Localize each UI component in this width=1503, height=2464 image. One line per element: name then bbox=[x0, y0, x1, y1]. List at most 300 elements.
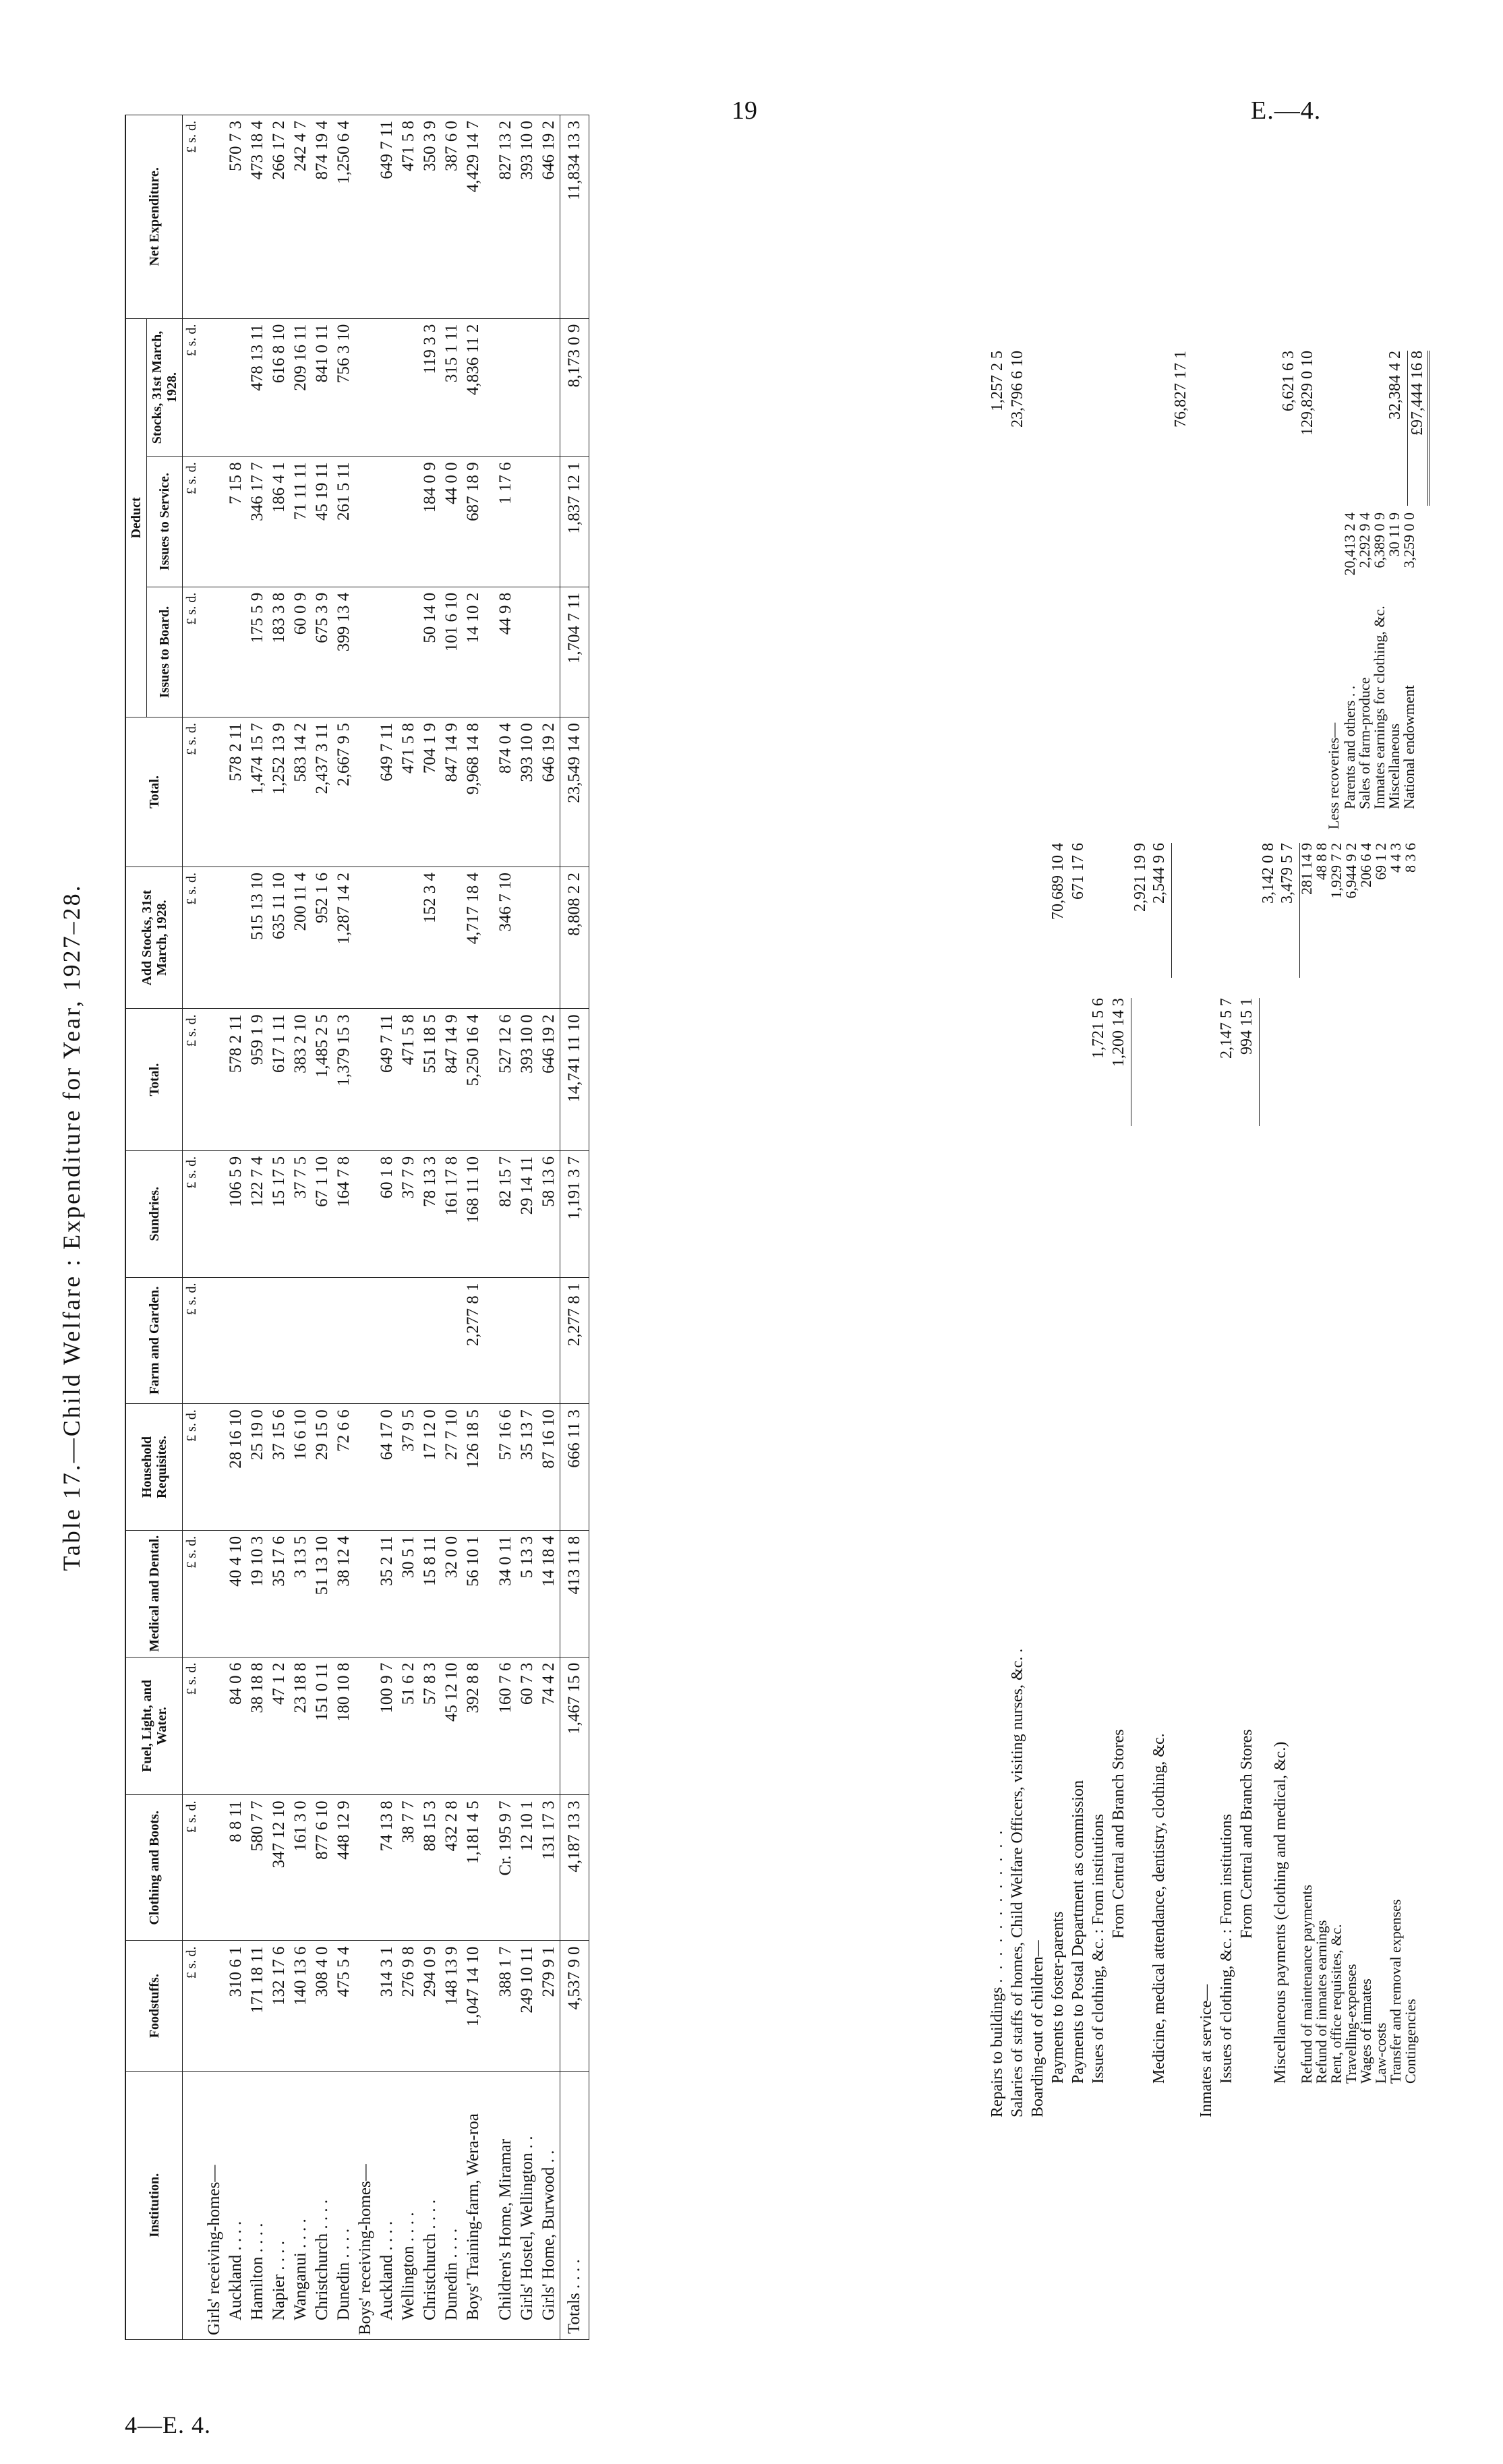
amount-cell: 58 13 6 bbox=[538, 1150, 560, 1277]
amount-cell: 666 11 3 bbox=[560, 1404, 589, 1531]
summary-clothing-central-label: From Central and Branch Stores bbox=[1110, 1729, 1127, 1939]
amount-cell: 16 6 10 bbox=[290, 1404, 312, 1531]
table-row bbox=[441, 115, 463, 2340]
amount-cell: 261 5 11 bbox=[333, 457, 355, 587]
amount-cell: 74 13 8 bbox=[376, 1795, 398, 1941]
recovery-amount: 20,413 2 4 bbox=[1341, 512, 1358, 576]
other-item-amount: 8 3 6 bbox=[1402, 843, 1419, 873]
amount-cell bbox=[204, 867, 225, 1008]
amount-cell: 4,429 14 7 bbox=[463, 115, 484, 319]
amount-cell: 101 6 10 bbox=[441, 587, 463, 717]
header-deduct: Deduct bbox=[125, 318, 147, 717]
amount-cell bbox=[484, 1277, 495, 1404]
amount-cell bbox=[517, 318, 538, 457]
summary-misc-amount: 3,479 5 7 bbox=[1278, 843, 1296, 904]
amount-cell: 72 6 6 bbox=[333, 1404, 355, 1531]
summary-repairs-amount: 1,257 2 5 bbox=[989, 351, 1006, 411]
amount-cell bbox=[204, 1795, 225, 1941]
amount-cell: 29 14 11 bbox=[517, 1150, 538, 1277]
institution-name: Boys' receiving-homes— bbox=[355, 2071, 376, 2339]
amount-cell bbox=[517, 587, 538, 717]
units-cell: £ s. d. bbox=[183, 1657, 204, 1795]
amount-cell: 1,181 4 5 bbox=[463, 1795, 484, 1941]
amount-cell: 570 7 3 bbox=[225, 115, 247, 319]
amount-cell: 675 3 9 bbox=[312, 587, 333, 717]
institution-name: Wellington . . . . bbox=[398, 2071, 419, 2339]
table-row bbox=[376, 115, 398, 2340]
net-total: £97,444 16 8 bbox=[1407, 351, 1430, 506]
amount-cell bbox=[247, 1277, 268, 1404]
recovery-amount: 6,389 0 9 bbox=[1371, 512, 1388, 568]
other-item-label: Refund of inmates earnings bbox=[1313, 1920, 1330, 2084]
amount-cell: 60 0 9 bbox=[290, 587, 312, 717]
amount-cell bbox=[204, 1277, 225, 1404]
amount-cell: 37 7 5 bbox=[290, 1150, 312, 1277]
amount-cell: 874 0 4 bbox=[495, 717, 517, 867]
header-stocks: Stocks, 31st March, 1928. bbox=[147, 318, 183, 457]
amount-cell: 209 16 11 bbox=[290, 318, 312, 457]
amount-cell bbox=[355, 1941, 376, 2071]
amount-cell: 276 9 8 bbox=[398, 1941, 419, 2071]
summary-foster-amount: 70,689 10 4 bbox=[1049, 843, 1067, 920]
other-item-amount: 48 8 8 bbox=[1313, 843, 1330, 880]
amount-cell: 12 10 1 bbox=[517, 1795, 538, 1941]
amount-cell bbox=[268, 1277, 290, 1404]
amount-cell: 347 12 10 bbox=[268, 1795, 290, 1941]
amount-cell bbox=[484, 457, 495, 587]
amount-cell: 184 0 9 bbox=[419, 457, 441, 587]
amount-cell: 874 19 4 bbox=[312, 115, 333, 319]
amount-cell: 3 13 5 bbox=[290, 1530, 312, 1657]
amount-cell: 646 19 2 bbox=[538, 1009, 560, 1150]
amount-cell: 38 18 8 bbox=[247, 1657, 268, 1795]
amount-cell: 2,277 8 1 bbox=[560, 1277, 589, 1404]
amount-cell bbox=[376, 587, 398, 717]
amount-cell bbox=[484, 115, 495, 319]
other-item-label: Travelling-expenses bbox=[1343, 1964, 1359, 2084]
header-foodstuffs: Foodstuffs. bbox=[125, 1941, 183, 2071]
institution-name: Dunedin . . . . bbox=[441, 2071, 463, 2339]
summary-rule bbox=[1171, 843, 1172, 978]
amount-cell: 527 12 6 bbox=[495, 1009, 517, 1150]
amount-cell: 64 17 0 bbox=[376, 1404, 398, 1531]
units-cell: £ s. d. bbox=[183, 318, 204, 457]
amount-cell: 171 18 11 bbox=[247, 1941, 268, 2071]
amount-cell: 151 0 11 bbox=[312, 1657, 333, 1795]
amount-cell: 164 7 8 bbox=[333, 1150, 355, 1277]
amount-cell bbox=[484, 318, 495, 457]
amount-cell: 2,437 3 11 bbox=[312, 717, 333, 867]
amount-cell: 8,173 0 9 bbox=[560, 318, 589, 457]
amount-cell bbox=[333, 1277, 355, 1404]
amount-cell: 432 2 8 bbox=[441, 1795, 463, 1941]
amount-cell: 578 2 11 bbox=[225, 717, 247, 867]
recovery-label: Sales of farm-produce bbox=[1356, 677, 1373, 809]
units-cell: £ s. d. bbox=[183, 1795, 204, 1941]
other-item-label: Law-costs bbox=[1372, 2022, 1389, 2084]
amount-cell: 959 1 9 bbox=[247, 1009, 268, 1150]
summary-inmates-central-amount: 994 15 1 bbox=[1238, 998, 1256, 1055]
summary-medicine-label: Medicine, medical attendance, dentistry, clothing, &c. bbox=[1150, 1733, 1168, 2084]
summary-medicine-amount: 2,544 9 6 bbox=[1150, 843, 1168, 904]
other-item-label: Wages of inmates bbox=[1357, 1978, 1374, 2084]
amount-cell: 646 19 2 bbox=[538, 115, 560, 319]
header-issues-board: Issues to Board. bbox=[147, 587, 183, 717]
amount-cell bbox=[484, 1404, 495, 1531]
recoveries-total: 32,384 4 2 bbox=[1386, 351, 1404, 419]
recovery-amount: 3,259 0 0 bbox=[1401, 512, 1417, 568]
amount-cell: 635 11 10 bbox=[268, 867, 290, 1008]
amount-cell: 2,277 8 1 bbox=[463, 1277, 484, 1404]
amount-cell: 56 10 1 bbox=[463, 1530, 484, 1657]
amount-cell: 242 4 7 bbox=[290, 115, 312, 319]
institution-name: Totals . . . . bbox=[560, 2071, 589, 2339]
amount-cell: 1 17 6 bbox=[495, 457, 517, 587]
header-medical: Medical and Dental. bbox=[125, 1530, 183, 1657]
amount-cell: 45 19 11 bbox=[312, 457, 333, 587]
amount-cell: 186 4 1 bbox=[268, 457, 290, 587]
amount-cell: 478 13 11 bbox=[247, 318, 268, 457]
amount-cell: 294 0 9 bbox=[419, 1941, 441, 2071]
amount-cell: 38 7 7 bbox=[398, 1795, 419, 1941]
amount-cell: 60 7 3 bbox=[517, 1657, 538, 1795]
amount-cell bbox=[538, 867, 560, 1008]
summary-rule bbox=[1259, 998, 1260, 1126]
header-clothing: Clothing and Boots. bbox=[125, 1795, 183, 1941]
institution-name: Christchurch . . . . bbox=[312, 2071, 333, 2339]
institution-name: Boys' Training-farm, Wera-roa bbox=[463, 2071, 484, 2339]
amount-cell: 4,187 13 3 bbox=[560, 1795, 589, 1941]
amount-cell: 87 16 10 bbox=[538, 1404, 560, 1531]
amount-cell bbox=[204, 1941, 225, 2071]
amount-cell bbox=[204, 1150, 225, 1277]
summary-inmates-inst-amount: 2,147 5 7 bbox=[1218, 998, 1235, 1059]
header-institution: Institution. bbox=[125, 2071, 183, 2339]
amount-cell: 383 2 10 bbox=[290, 1009, 312, 1150]
amount-cell: 11,834 13 3 bbox=[560, 115, 589, 319]
amount-cell: 392 8 8 bbox=[463, 1657, 484, 1795]
amount-cell bbox=[355, 867, 376, 1008]
amount-cell bbox=[312, 1277, 333, 1404]
table-row bbox=[463, 115, 484, 2340]
header-total: Total. bbox=[125, 1009, 183, 1150]
amount-cell: 28 16 10 bbox=[225, 1404, 247, 1531]
summary-repairs-label: Repairs to buildings . . . . . . . . . . . . bbox=[989, 1827, 1006, 2117]
amount-cell: 952 1 6 bbox=[312, 867, 333, 1008]
units-cell: £ s. d. bbox=[183, 587, 204, 717]
amount-cell: 687 18 9 bbox=[463, 457, 484, 587]
summary-inmates-central-label: From Central and Branch Stores bbox=[1238, 1729, 1256, 1939]
amount-cell bbox=[441, 867, 463, 1008]
header-issues-service: Issues to Service. bbox=[147, 457, 183, 587]
amount-cell: 471 5 8 bbox=[398, 1009, 419, 1150]
recovery-label: National endowment bbox=[1401, 685, 1417, 809]
amount-cell bbox=[355, 717, 376, 867]
amount-cell: 37 15 6 bbox=[268, 1404, 290, 1531]
amount-cell: 71 11 11 bbox=[290, 457, 312, 587]
amount-cell bbox=[495, 1277, 517, 1404]
amount-cell: 131 17 3 bbox=[538, 1795, 560, 1941]
table-row bbox=[247, 115, 268, 2340]
amount-cell bbox=[204, 717, 225, 867]
amount-cell: 15 17 5 bbox=[268, 1150, 290, 1277]
amount-cell: 5 13 3 bbox=[517, 1530, 538, 1657]
summary-boarding-heading: Boarding-out of children— bbox=[1029, 1940, 1047, 2117]
other-item-amount: 281 14 9 bbox=[1298, 843, 1315, 895]
amount-cell: 25 19 0 bbox=[247, 1404, 268, 1531]
amount-cell bbox=[538, 587, 560, 717]
amount-cell: 388 1 7 bbox=[495, 1941, 517, 2071]
amount-cell: 45 12 10 bbox=[441, 1657, 463, 1795]
amount-cell: 82 15 7 bbox=[495, 1150, 517, 1277]
amount-cell: 393 10 0 bbox=[517, 1009, 538, 1150]
units-cell: £ s. d. bbox=[183, 1150, 204, 1277]
amount-cell: 578 2 11 bbox=[225, 1009, 247, 1150]
amount-cell bbox=[355, 1150, 376, 1277]
amount-cell: 35 17 6 bbox=[268, 1530, 290, 1657]
amount-cell: 580 7 7 bbox=[247, 1795, 268, 1941]
header-total-with-stocks: Total. bbox=[125, 717, 183, 867]
amount-cell: 1,191 3 7 bbox=[560, 1150, 589, 1277]
footer-reference: 4—E. 4. bbox=[125, 2411, 211, 2438]
other-item-amount: 1,929 7 2 bbox=[1328, 843, 1345, 899]
amount-cell: 168 11 10 bbox=[463, 1150, 484, 1277]
amount-cell bbox=[355, 1277, 376, 1404]
header-sundries: Sundries. bbox=[125, 1150, 183, 1277]
institution-name: Hamilton . . . . bbox=[247, 2071, 268, 2339]
amount-cell: 877 6 10 bbox=[312, 1795, 333, 1941]
institution-name: Girls' Home, Burwood . . bbox=[538, 2071, 560, 2339]
amount-cell bbox=[376, 457, 398, 587]
units-cell: £ s. d. bbox=[183, 867, 204, 1008]
amount-cell bbox=[355, 115, 376, 319]
amount-cell: 32 0 0 bbox=[441, 1530, 463, 1657]
summary-inmates-heading: Inmates at service— bbox=[1198, 1984, 1215, 2117]
amount-cell: 350 3 9 bbox=[419, 115, 441, 319]
amount-cell: 515 13 10 bbox=[247, 867, 268, 1008]
amount-cell: 9,968 14 8 bbox=[463, 717, 484, 867]
amount-cell: 88 15 3 bbox=[419, 1795, 441, 1941]
units-cell: £ s. d. bbox=[183, 1530, 204, 1657]
amount-cell: 249 10 11 bbox=[517, 1941, 538, 2071]
amount-cell: 448 12 9 bbox=[333, 1795, 355, 1941]
amount-cell bbox=[225, 318, 247, 457]
amount-cell: 756 3 10 bbox=[333, 318, 355, 457]
institution-name: Wanganui . . . . bbox=[290, 2071, 312, 2339]
amount-cell: 5,250 16 4 bbox=[463, 1009, 484, 1150]
amount-cell: 200 11 4 bbox=[290, 867, 312, 1008]
summary-misc-total: 6,621 6 3 bbox=[1280, 351, 1297, 411]
amount-cell: 74 4 2 bbox=[538, 1657, 560, 1795]
amount-cell: 646 19 2 bbox=[538, 717, 560, 867]
amount-cell bbox=[225, 1277, 247, 1404]
page-reference: E.—4. bbox=[1251, 96, 1322, 125]
amount-cell bbox=[484, 1530, 495, 1657]
amount-cell: 346 7 10 bbox=[495, 867, 517, 1008]
amount-cell bbox=[484, 1150, 495, 1277]
other-item-label: Refund of maintenance payments bbox=[1298, 1884, 1315, 2084]
other-item-amount: 69 1 2 bbox=[1372, 843, 1389, 880]
amount-cell: 152 3 4 bbox=[419, 867, 441, 1008]
amount-cell: 40 4 10 bbox=[225, 1530, 247, 1657]
amount-cell: 183 3 8 bbox=[268, 587, 290, 717]
summary-inmates-inst-label: Issues of clothing, &c. : From institutions bbox=[1218, 1814, 1235, 2084]
amount-cell: 23,549 14 0 bbox=[560, 717, 589, 867]
amount-cell bbox=[517, 867, 538, 1008]
units-cell: £ s. d. bbox=[183, 717, 204, 867]
amount-cell: 180 10 8 bbox=[333, 1657, 355, 1795]
units-cell: £ s. d. bbox=[183, 1277, 204, 1404]
amount-cell: 1,837 12 1 bbox=[560, 457, 589, 587]
amount-cell: 34 0 11 bbox=[495, 1530, 517, 1657]
amount-cell bbox=[484, 717, 495, 867]
institution-name: Napier . . . . bbox=[268, 2071, 290, 2339]
amount-cell: 23 18 8 bbox=[290, 1657, 312, 1795]
table-title: Table 17.—Child Welfare : Expenditure for Year, 1927–28. bbox=[58, 883, 85, 1571]
amount-cell bbox=[204, 115, 225, 319]
amount-cell bbox=[225, 587, 247, 717]
header-household: Household Requisites. bbox=[125, 1404, 183, 1531]
amount-cell: 4,717 18 4 bbox=[463, 867, 484, 1008]
amount-cell: 37 7 9 bbox=[398, 1150, 419, 1277]
amount-cell: 399 13 4 bbox=[333, 587, 355, 717]
amount-cell: 50 14 0 bbox=[419, 587, 441, 717]
recovery-label: Miscellaneous bbox=[1386, 723, 1403, 809]
amount-cell: 346 17 7 bbox=[247, 457, 268, 587]
amount-cell bbox=[355, 1795, 376, 1941]
summary-boarding-total: 76,827 17 1 bbox=[1172, 351, 1189, 428]
table-row bbox=[333, 115, 355, 2340]
amount-cell: 473 18 4 bbox=[247, 115, 268, 319]
amount-cell: 38 12 4 bbox=[333, 1530, 355, 1657]
units-cell: £ s. d. bbox=[183, 457, 204, 587]
amount-cell bbox=[204, 1530, 225, 1657]
amount-cell: 847 14 9 bbox=[441, 717, 463, 867]
header-farm: Farm and Garden. bbox=[125, 1277, 183, 1404]
amount-cell: 649 7 11 bbox=[376, 717, 398, 867]
units-cell: £ s. d. bbox=[183, 1009, 204, 1150]
amount-cell: 60 1 8 bbox=[376, 1150, 398, 1277]
amount-cell bbox=[204, 1657, 225, 1795]
amount-cell: 551 18 5 bbox=[419, 1009, 441, 1150]
amount-cell bbox=[484, 1009, 495, 1150]
table-row bbox=[204, 115, 225, 2340]
header-net-expenditure: Net Expenditure. bbox=[125, 115, 183, 319]
amount-cell bbox=[355, 318, 376, 457]
amount-cell: 8,808 2 2 bbox=[560, 867, 589, 1008]
amount-cell bbox=[355, 1530, 376, 1657]
amount-cell: 100 9 7 bbox=[376, 1657, 398, 1795]
summary-clothing-inst-label: Issues of clothing, &c. : From institutions bbox=[1090, 1814, 1107, 2084]
amount-cell bbox=[355, 1657, 376, 1795]
amount-cell: 583 14 2 bbox=[290, 717, 312, 867]
amount-cell bbox=[204, 1404, 225, 1531]
amount-cell bbox=[376, 318, 398, 457]
institution-name: Auckland . . . . bbox=[376, 2071, 398, 2339]
amount-cell: 175 5 9 bbox=[247, 587, 268, 717]
recovery-amount: 30 11 9 bbox=[1386, 512, 1403, 557]
table-body bbox=[183, 115, 589, 2340]
amount-cell: 413 11 8 bbox=[560, 1530, 589, 1657]
institution-name: Girls' Hostel, Wellington . . bbox=[517, 2071, 538, 2339]
amount-cell: 57 8 3 bbox=[419, 1657, 441, 1795]
amount-cell: 14,741 11 10 bbox=[560, 1009, 589, 1150]
amount-cell: 84 0 6 bbox=[225, 1657, 247, 1795]
table-row bbox=[355, 115, 376, 2340]
amount-cell bbox=[517, 457, 538, 587]
summary-postal-amount: 671 17 6 bbox=[1069, 843, 1087, 900]
amount-cell bbox=[355, 1009, 376, 1150]
table-row bbox=[484, 115, 495, 2340]
amount-cell: 4,836 11 2 bbox=[463, 318, 484, 457]
amount-cell: 827 13 2 bbox=[495, 115, 517, 319]
amount-cell bbox=[225, 867, 247, 1008]
amount-cell bbox=[355, 1404, 376, 1531]
totals-row bbox=[560, 115, 589, 2340]
amount-cell bbox=[538, 457, 560, 587]
amount-cell: 279 9 1 bbox=[538, 1941, 560, 2071]
amount-cell: 19 10 3 bbox=[247, 1530, 268, 1657]
amount-cell bbox=[355, 457, 376, 587]
summary-postal-label: Payments to Postal Department as commission bbox=[1069, 1780, 1087, 2084]
other-item-amount: 206 6 4 bbox=[1357, 843, 1374, 887]
amount-cell: 78 13 3 bbox=[419, 1150, 441, 1277]
amount-cell: 315 1 11 bbox=[441, 318, 463, 457]
amount-cell: 27 7 10 bbox=[441, 1404, 463, 1531]
amount-cell bbox=[495, 318, 517, 457]
summary-clothing-sum: 2,921 19 9 bbox=[1131, 843, 1149, 912]
amount-cell: 51 13 10 bbox=[312, 1530, 333, 1657]
amount-cell bbox=[484, 1795, 495, 1941]
amount-cell: 30 5 1 bbox=[398, 1530, 419, 1657]
amount-cell: 1,250 6 4 bbox=[333, 115, 355, 319]
amount-cell: 649 7 11 bbox=[376, 1009, 398, 1150]
amount-cell: 617 1 11 bbox=[268, 1009, 290, 1150]
amount-cell: 1,287 14 2 bbox=[333, 867, 355, 1008]
other-item-amount: 6,944 9 2 bbox=[1343, 843, 1359, 899]
amount-cell bbox=[419, 1277, 441, 1404]
institution-name: Children's Home, Miramar bbox=[495, 2071, 517, 2339]
table-row bbox=[495, 115, 517, 2340]
units-cell: £ s. d. bbox=[183, 1404, 204, 1531]
amount-cell: 314 3 1 bbox=[376, 1941, 398, 2071]
institution-name: Girls' receiving-homes— bbox=[204, 2071, 225, 2339]
other-item-label: Rent, office requisites, &c. bbox=[1328, 1924, 1345, 2084]
amount-cell: 475 5 4 bbox=[333, 1941, 355, 2071]
amount-cell: 35 13 7 bbox=[517, 1404, 538, 1531]
gross-total: 129,829 0 10 bbox=[1299, 351, 1316, 436]
units-cell: £ s. d. bbox=[183, 115, 204, 319]
summary-misc-label: Miscellaneous payments (clothing and medical, &c.) bbox=[1272, 1741, 1289, 2084]
amount-cell bbox=[517, 1277, 538, 1404]
summary-salaries-amount: 23,796 6 10 bbox=[1009, 351, 1026, 428]
units-cell: £ s. d. bbox=[183, 1941, 204, 2071]
amount-cell: 1,379 15 3 bbox=[333, 1009, 355, 1150]
amount-cell: 161 17 8 bbox=[441, 1150, 463, 1277]
other-item-amount: 4 4 3 bbox=[1387, 843, 1404, 873]
summary-clothing-central-amount: 1,200 14 3 bbox=[1110, 998, 1127, 1067]
header-add-stocks: Add Stocks, 31st March, 1928. bbox=[125, 867, 183, 1008]
amount-cell: 47 1 2 bbox=[268, 1657, 290, 1795]
table-row bbox=[225, 115, 247, 2340]
amount-cell: 14 18 4 bbox=[538, 1530, 560, 1657]
amount-cell: 15 8 11 bbox=[419, 1530, 441, 1657]
amount-cell bbox=[484, 1657, 495, 1795]
table-row bbox=[290, 115, 312, 2340]
amount-cell: 1,047 14 10 bbox=[463, 1941, 484, 2071]
amount-cell: 122 7 4 bbox=[247, 1150, 268, 1277]
summary-salaries-label: Salaries of staffs of homes, Child Welfare Officers, visiting nurses, &c. . bbox=[1009, 1648, 1026, 2117]
